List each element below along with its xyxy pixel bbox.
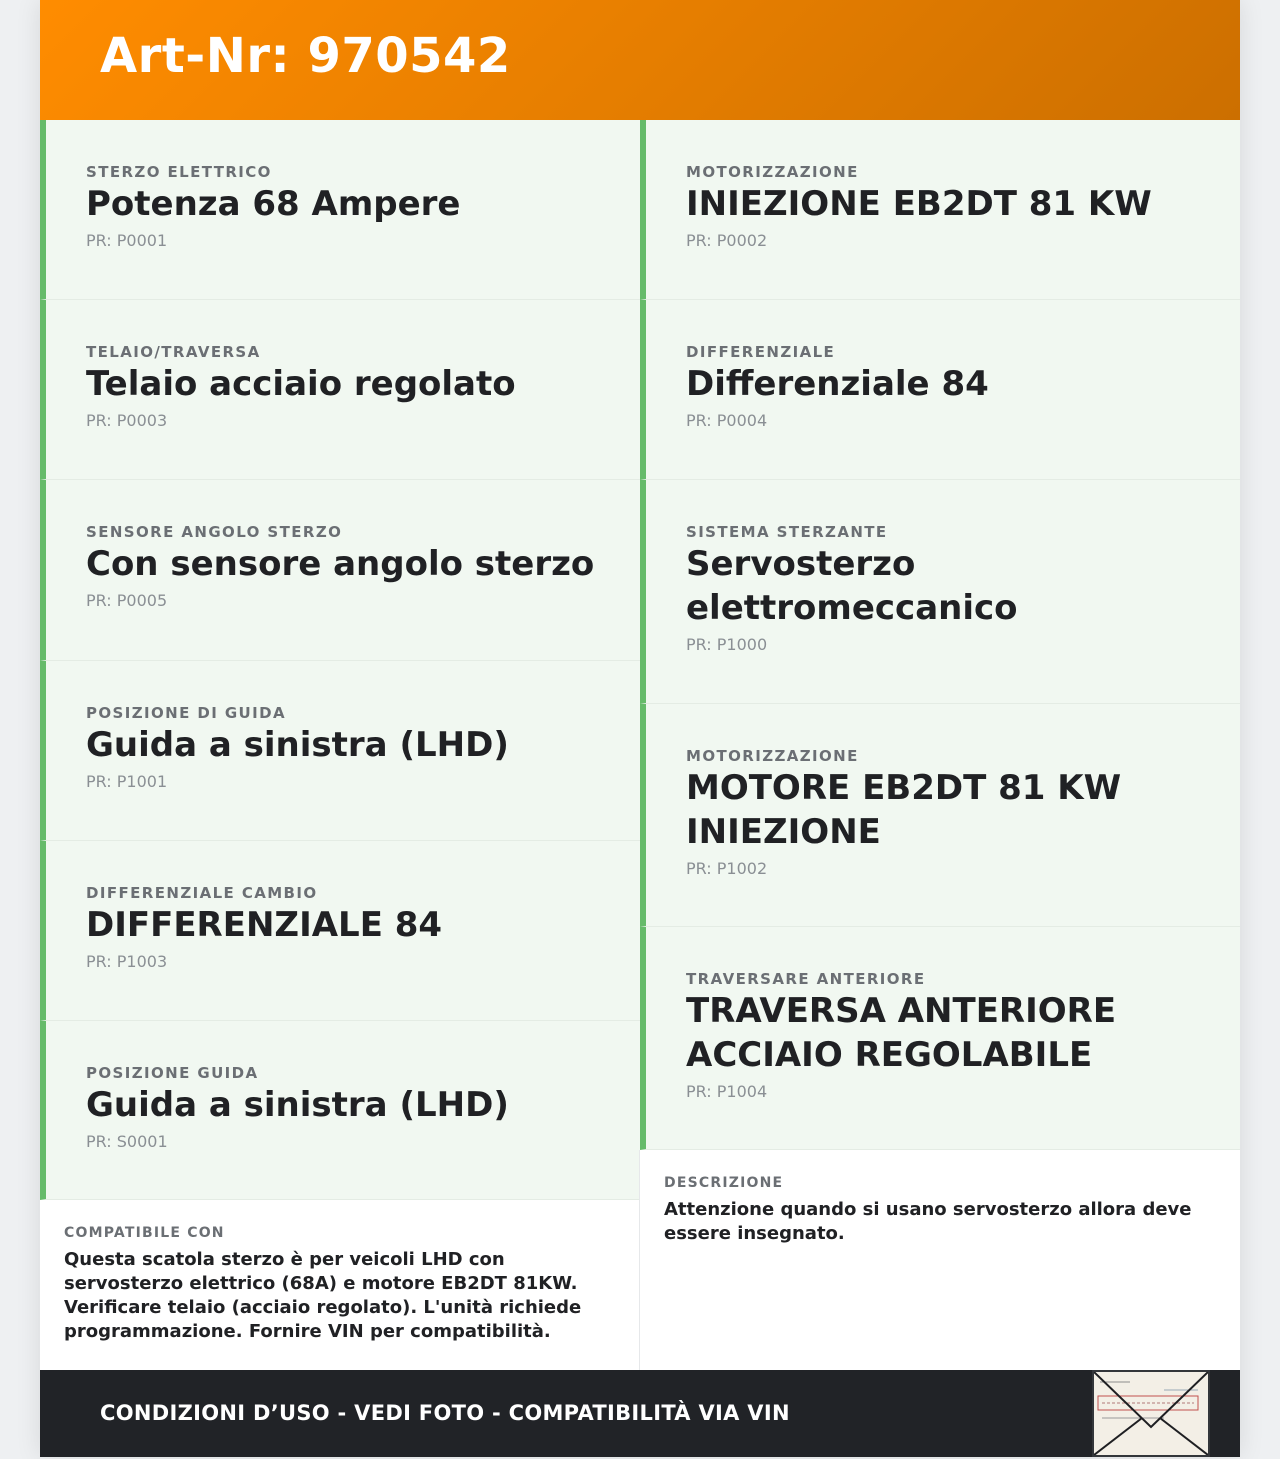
article-number-title: Art-Nr: 970542 — [100, 28, 511, 84]
spec-pr-code: PR: S0001 — [86, 1132, 168, 1151]
compatibility-label: COMPATIBILE CON — [64, 1225, 225, 1241]
spec-value: MOTORE EB2DT 81 KW INIEZIONE — [686, 768, 1122, 852]
spec-card — [40, 480, 640, 661]
spec-card — [640, 120, 1240, 300]
description-text: Attenzione quando si usano servosterzo allora deve essere insegnato. — [664, 1199, 1192, 1244]
spec-card — [40, 841, 640, 1021]
spec-label: TRAVERSARE ANTERIORE — [686, 970, 926, 988]
spec-card — [40, 300, 640, 480]
spec-card — [640, 704, 1240, 927]
spec-label: POSIZIONE GUIDA — [86, 1064, 259, 1082]
specs-left-column — [40, 120, 640, 1200]
spec-pr-code: PR: P0004 — [686, 411, 768, 430]
spec-card — [40, 1021, 640, 1200]
spec-value: Telaio acciaio regolato — [86, 364, 516, 404]
spec-label: MOTORIZZAZIONE — [686, 163, 859, 181]
spec-value: Potenza 68 Ampere — [86, 184, 461, 224]
spec-value: Guida a sinistra (LHD) — [86, 1085, 509, 1125]
spec-pr-code: PR: P1002 — [686, 859, 768, 878]
spec-card — [640, 480, 1240, 704]
spec-label: DIFFERENZIALE — [686, 343, 836, 361]
spec-sheet — [40, 0, 1240, 1457]
spec-value: Con sensore angolo sterzo — [86, 544, 595, 584]
spec-value: Guida a sinistra (LHD) — [86, 725, 509, 765]
spec-label: MOTORIZZAZIONE — [686, 747, 859, 765]
header-banner — [40, 0, 1240, 120]
spec-label: SISTEMA STERZANTE — [686, 523, 888, 541]
description-note — [640, 1150, 1240, 1370]
spec-value: Servosterzo elettromeccanico — [686, 544, 1018, 628]
spec-card — [640, 300, 1240, 480]
spec-pr-code: PR: P0005 — [86, 591, 168, 610]
description-label: DESCRIZIONE — [664, 1175, 784, 1191]
spec-card — [40, 661, 640, 841]
spec-value: Differenziale 84 — [686, 364, 989, 404]
spec-card — [40, 120, 640, 300]
spec-label: TELAIO/TRAVERSA — [86, 343, 261, 361]
spec-pr-code: PR: P1000 — [686, 635, 768, 654]
spec-pr-code: PR: P1003 — [86, 952, 168, 971]
spec-label: SENSORE ANGOLO STERZO — [86, 523, 343, 541]
spec-value: DIFFERENZIALE 84 — [86, 905, 443, 945]
footer-bar — [40, 1370, 1240, 1457]
compatibility-text: Questa scatola sterzo è per veicoli LHD con servosterzo elettrico (68A) e motore EB2DT 81KW. Verificare telaio (acciaio regolato). L'unità richiede programmazione. Fornire VIN per compatibilità. — [64, 1249, 582, 1342]
spec-pr-code: PR: P1001 — [86, 772, 168, 791]
spec-pr-code: PR: P0003 — [86, 411, 168, 430]
spec-value: INIEZIONE EB2DT 81 KW — [686, 184, 1152, 224]
spec-label: POSIZIONE DI GUIDA — [86, 704, 286, 722]
compatibility-note — [40, 1200, 639, 1370]
spec-pr-code: PR: P1004 — [686, 1082, 768, 1101]
vin-plate-envelope-icon — [1094, 1372, 1208, 1455]
spec-pr-code: PR: P0002 — [686, 231, 768, 250]
spec-label: STERZO ELETTRICO — [86, 163, 272, 181]
spec-pr-code: PR: P0001 — [86, 231, 168, 250]
spec-value: TRAVERSA ANTERIORE ACCIAIO REGOLABILE — [686, 991, 1117, 1075]
specs-right-column — [640, 120, 1240, 1150]
vin-plate-image — [1092, 1370, 1210, 1457]
spec-label: DIFFERENZIALE CAMBIO — [86, 884, 318, 902]
spec-card — [640, 927, 1240, 1150]
footer-conditions-text: CONDIZIONI D’USO - VEDI FOTO - COMPATIBILITÀ VIA VIN — [100, 1401, 790, 1425]
